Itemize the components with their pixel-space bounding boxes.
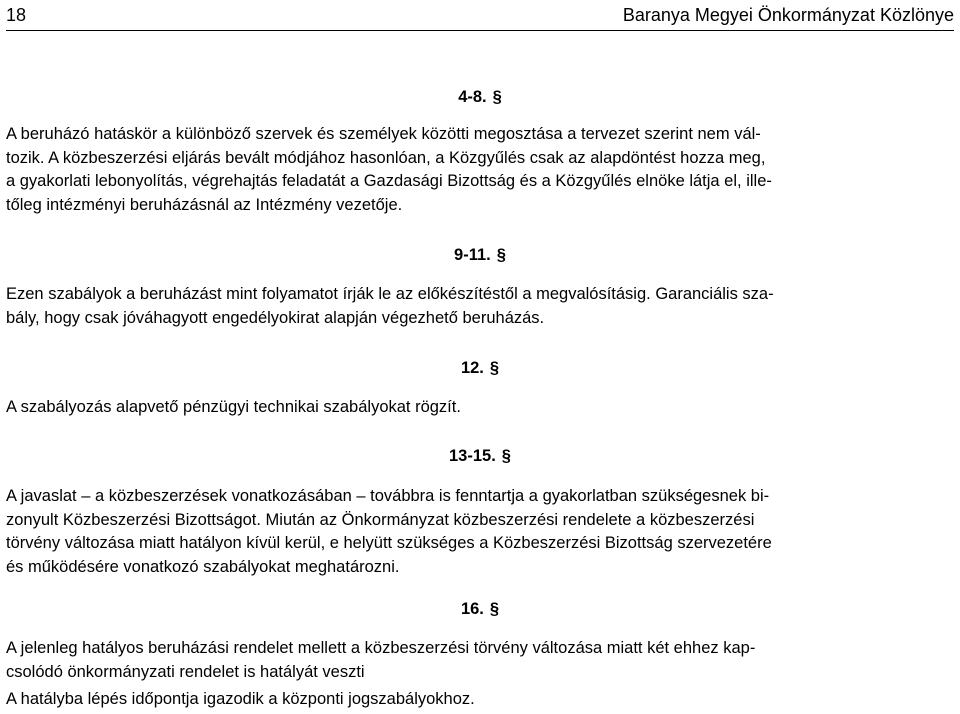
section-paragraph: A hatályba lépés időpontja igazodik a központi jogszabályokhoz.	[6, 690, 475, 708]
section-heading	[0, 599, 960, 619]
section-number: 4-8.	[458, 88, 487, 106]
publication-title: Baranya Megyei Önkormányzat Közlönye	[622, 5, 954, 25]
section-number: 16.	[460, 600, 484, 618]
section-symbol: §	[496, 246, 506, 264]
page-number: 18	[6, 5, 27, 25]
section-paragraph: A beruházó hatáskör a különböző szervek és személyek közötti megosztása a tervezet szerint nem vál- tozik. A közbeszerzési eljárás bevált módjához hasonlóan, a Közgyűlés csak az alapdöntést hozza meg, a gyakorlati lebonyolítás, végrehajtás feladatát a Gazdasági Bizottság és a Közgyűlés elnöke látja el, ille- tőleg intézményi beruházásnál az Intézmény vezetője.	[6, 125, 772, 214]
section-number: 12.	[460, 359, 484, 377]
section-symbol: §	[501, 447, 511, 465]
section-heading	[0, 87, 960, 107]
section-symbol: §	[489, 600, 500, 618]
section-paragraph: A jelenleg hatályos beruházási rendelet mellett a közbeszerzési törvény változása miatt két ehhez kap- csolódó önkormányzati rendelet is hatályát veszti	[6, 639, 756, 681]
page-header	[6, 4, 954, 31]
section-symbol: §	[492, 88, 502, 106]
section-paragraph: A javaslat – a közbeszerzések vonatkozásában – továbbra is fenntartja a gyakorlatban szükségesnek bi- zonyult Közbeszerzési Bizottságot. Miután az Önkormányzat közbeszerzési rendelete a közbeszerzési törvény változása miatt hatályon kívül kerül, e helyütt szükséges a Közbeszerzési Bizottság szervezetére és működésére vonatkozó szabályokat meghatározni.	[6, 487, 772, 576]
section-heading	[0, 245, 960, 265]
section-paragraph: A szabályozás alapvető pénzügyi technikai szabályokat rögzít.	[6, 398, 461, 416]
section-number: 13-15.	[449, 447, 496, 465]
section-paragraph: Ezen szabályok a beruházást mint folyamatot írják le az előkészítéstől a megvalósításig. Garanciális sza- bály, hogy csak jóváhagyott engedélyokirat alapján végezhető beruházás.	[6, 285, 774, 327]
section-number: 9-11.	[454, 246, 491, 264]
section-heading	[0, 446, 960, 466]
section-heading	[0, 358, 960, 378]
section-symbol: §	[489, 359, 500, 377]
